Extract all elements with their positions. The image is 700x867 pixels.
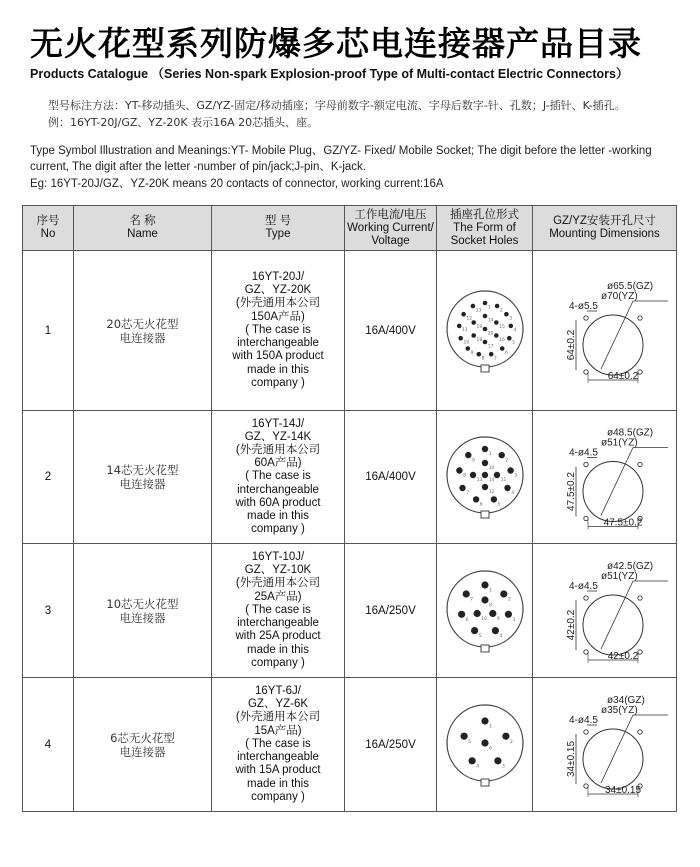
type-line: 16YT-20J/ <box>251 271 305 284</box>
pin-hole <box>471 320 476 325</box>
mounting-hole-icon <box>535 547 675 675</box>
socket-holes-diagram <box>437 411 533 544</box>
type-line: 25A产品) <box>254 590 302 603</box>
pin-label: 2 <box>509 739 513 745</box>
table-row <box>23 251 677 411</box>
type-line: interchangeable <box>237 617 319 630</box>
mount-hole <box>637 369 641 373</box>
page-title: 无火花型系列防爆多芯电连接器产品目录 <box>30 24 642 63</box>
pin-hole <box>481 446 487 452</box>
product-table <box>22 205 677 812</box>
mount-hole <box>637 462 641 466</box>
type-line: ( The case is <box>245 323 311 336</box>
type-notation-en: Type Symbol Illustration and Meanings:YT- Mobile Plug、GZ/YZ- Fixed/ Mobile Socket; The digit before the letter -working current, The digit after the letter -number of pin/jack;J-pin、K-jack. <box>30 145 652 173</box>
type-line: GZ、YZ-20K <box>244 284 312 297</box>
pin-label: 10 <box>480 616 487 622</box>
pin-hole <box>471 333 476 338</box>
pin-label: 5 <box>478 633 482 639</box>
pin-label: 7 <box>493 356 497 361</box>
mounting-diagram <box>533 411 677 544</box>
pin-hole <box>482 313 487 318</box>
pin-label: 12 <box>488 490 494 496</box>
table-row <box>23 678 677 812</box>
type-line: interchangeable <box>237 483 319 496</box>
pin-label: 2 <box>504 458 508 464</box>
type-line: GZ、YZ-14K <box>244 430 312 443</box>
mount-hole <box>637 595 641 599</box>
pin-hole <box>460 732 467 739</box>
working-current: 16A/250V <box>345 678 437 812</box>
type-line: company ) <box>251 523 305 536</box>
pin-hole <box>494 320 499 325</box>
product-name-line: 电连接器 <box>119 477 166 491</box>
pin-hole <box>489 609 496 616</box>
product-name-line: 电连接器 <box>119 610 166 625</box>
pin-label: 9 <box>470 350 473 356</box>
pin-label: 5 <box>467 739 471 745</box>
pin-hole <box>490 496 496 502</box>
type-line: (外壳通用本公司 <box>235 297 321 310</box>
socket-face-icon <box>440 427 530 527</box>
type-line: with 15A product <box>235 764 321 777</box>
horizontal-dimension-label: 42±0.2 <box>607 650 638 662</box>
pin-hole <box>481 581 488 588</box>
pin-label: 6 <box>465 617 469 623</box>
pin-label: 10 <box>463 340 469 345</box>
table-header-row <box>23 206 677 251</box>
pin-hole <box>498 452 504 458</box>
pin-label: 1 <box>488 724 492 730</box>
row-number: 2 <box>23 411 74 544</box>
hole-count-label: 4-ø4.5 <box>568 714 598 726</box>
pin-label: 8 <box>488 603 492 609</box>
type-line: ( The case is <box>245 603 311 616</box>
pin-hole <box>504 311 509 316</box>
pin-hole <box>473 609 480 616</box>
mount-hole <box>583 729 587 733</box>
pin-hole <box>481 472 487 478</box>
type-line: made in this <box>246 777 309 790</box>
product-name-line: 6芯无火花型 <box>110 730 175 745</box>
header-working-current: 工作电流/电压 Working Current/ Voltage <box>345 206 437 251</box>
pin-label: 7 <box>469 597 473 603</box>
pin-label: 11 <box>500 478 506 484</box>
pin-hole <box>470 303 475 308</box>
type-line: 16YT-14J/ <box>251 417 305 430</box>
pin-hole <box>500 590 507 597</box>
type-line: 60A产品) <box>254 457 302 470</box>
gz-diameter-label: ø42.5(GZ) <box>606 560 653 572</box>
pin-hole <box>491 627 498 634</box>
mount-hole <box>583 649 587 653</box>
pin-hole <box>465 452 471 458</box>
table-row <box>23 544 677 678</box>
pin-hole <box>458 335 463 340</box>
header-no: 序号 No <box>23 206 74 251</box>
socket-holes-diagram <box>437 251 533 411</box>
type-line: company ) <box>251 656 305 669</box>
pin-label: 3 <box>513 473 517 479</box>
product-name-line: 电连接器 <box>119 330 166 345</box>
pin-hole <box>504 485 510 491</box>
pin-hole <box>482 339 487 344</box>
yz-diameter-label: ø51(YZ) <box>600 570 638 582</box>
pin-label: 2 <box>507 597 511 603</box>
hole-count-label: 4-ø4.5 <box>568 580 598 592</box>
mounting-diagram <box>533 678 677 812</box>
type-line: 150A产品) <box>251 310 305 323</box>
type-example-cn: 例：16YT-20J/GZ、YZ-20K 表示16A 20芯插头、座。 <box>48 116 319 129</box>
pin-label: 13 <box>476 478 482 484</box>
mount-hole <box>583 516 587 520</box>
pin-label: 20 <box>487 330 494 336</box>
product-name <box>74 678 212 812</box>
horizontal-dimension-label: 64±0.2 <box>607 370 638 382</box>
mount-hole <box>637 729 641 733</box>
pin-label: 4 <box>475 763 479 769</box>
type-line: company ) <box>251 376 305 389</box>
pin-label: 14 <box>487 317 494 323</box>
pin-label: 9 <box>496 616 500 622</box>
pin-label: 14 <box>488 478 494 484</box>
type-example-en: Eg: 16YT-20J/GZ、YZ-20K means 20 contacts of connector, working current:16A <box>30 178 444 190</box>
mount-hole <box>583 462 587 466</box>
gz-diameter-label: ø48.5(GZ) <box>606 427 653 438</box>
hole-count-label: 4-ø5.5 <box>568 300 598 312</box>
pin-label: 4 <box>513 327 516 333</box>
socket-holes-diagram <box>437 544 533 678</box>
row-number: 1 <box>23 251 74 411</box>
pin-label: 9 <box>471 458 475 464</box>
type-line: 15A产品) <box>254 724 302 737</box>
type-line: made in this <box>246 643 309 656</box>
pin-label: 6 <box>504 350 508 356</box>
pin-hole <box>481 460 487 466</box>
mounting-diagram <box>533 251 677 411</box>
pin-label: 13 <box>475 307 481 313</box>
type-line: interchangeable <box>237 751 319 764</box>
product-name-line: 电连接器 <box>119 744 166 759</box>
product-name-line: 14芯无火花型 <box>106 463 179 477</box>
pin-hole <box>456 323 461 328</box>
pin-label: 2 <box>499 307 503 313</box>
mount-hole <box>637 649 641 653</box>
pin-label: 8 <box>462 473 466 479</box>
pin-label: 1 <box>488 452 492 458</box>
type-line: GZ、YZ-6K <box>247 698 309 711</box>
pin-label: 5 <box>511 340 515 345</box>
socket-face-icon <box>440 695 530 795</box>
pin-hole <box>493 472 499 478</box>
gz-diameter-label: ø65.5(GZ) <box>606 280 653 292</box>
pin-hole <box>482 326 487 331</box>
pin-label: 6 <box>479 502 483 508</box>
table-row <box>23 411 677 544</box>
product-type <box>212 678 345 812</box>
pin-hole <box>499 346 504 351</box>
pin-label: 16 <box>498 337 505 343</box>
pin-label: 18 <box>476 337 482 343</box>
pin-hole <box>494 333 499 338</box>
row-number: 4 <box>23 678 74 812</box>
header-name: 名 称 Name <box>74 206 212 251</box>
pin-label: 4 <box>499 633 502 639</box>
type-line: interchangeable <box>237 337 319 350</box>
product-type <box>212 251 345 411</box>
type-line: with 25A product <box>235 630 321 643</box>
type-line: GZ、YZ-10K <box>244 564 312 577</box>
product-name-line: 10芯无火花型 <box>106 596 179 611</box>
pin-hole <box>507 335 512 340</box>
hole-count-label: 4-ø4.5 <box>568 447 598 458</box>
pin-hole <box>471 627 478 634</box>
pin-hole <box>488 351 493 356</box>
pin-hole <box>482 300 487 305</box>
pin-hole <box>462 590 469 597</box>
pin-label: 3 <box>508 316 512 321</box>
mount-hole <box>583 369 587 373</box>
pin-hole <box>481 717 488 724</box>
yz-diameter-label: ø70(YZ) <box>600 290 638 302</box>
yz-diameter-label: ø51(YZ) <box>600 437 638 448</box>
pin-hole <box>494 757 501 764</box>
pin-hole <box>468 757 475 764</box>
working-current: 16A/400V <box>345 411 437 544</box>
product-type <box>212 411 345 544</box>
pin-hole <box>469 472 475 478</box>
pin-hole <box>476 351 481 356</box>
horizontal-dimension-label: 47.5±0.2 <box>603 517 642 528</box>
header-type: 型 号 Type <box>212 206 345 251</box>
pin-hole <box>481 739 488 746</box>
yz-diameter-label: ø35(YZ) <box>600 704 638 716</box>
pin-hole <box>481 596 488 603</box>
mount-hole <box>583 315 587 319</box>
type-line: ( The case is <box>245 470 311 483</box>
pin-label: 6 <box>488 746 492 752</box>
working-current: 16A/400V <box>345 251 437 411</box>
pin-label: 8 <box>481 356 484 361</box>
product-type <box>212 544 345 678</box>
mounting-diagram <box>533 544 677 678</box>
socket-holes-diagram <box>437 678 533 812</box>
pin-label: 4 <box>510 491 514 497</box>
type-line: with 60A product <box>235 496 321 509</box>
pin-label: 5 <box>497 502 500 508</box>
pin-hole <box>481 484 487 490</box>
pin-label: 11 <box>461 327 468 333</box>
type-line: company ) <box>251 790 305 803</box>
pin-hole <box>508 323 513 328</box>
pin-label: 1 <box>488 588 492 594</box>
type-line: (外壳通用本公司 <box>235 711 321 724</box>
mounting-hole-icon <box>535 254 675 408</box>
socket-face-icon <box>440 281 530 381</box>
mount-hole <box>637 315 641 319</box>
vertical-dimension-label: 34±0.15 <box>565 740 577 777</box>
type-line: (外壳通用本公司 <box>235 577 321 590</box>
type-line: ( The case is <box>245 737 311 750</box>
pin-hole <box>461 311 466 316</box>
vertical-dimension-label: 64±0.2 <box>565 329 577 360</box>
type-line: (外壳通用本公司 <box>235 443 321 456</box>
pin-hole <box>472 496 478 502</box>
type-line: made in this <box>246 510 309 522</box>
product-name-line: 20芯无火花型 <box>106 316 179 331</box>
type-line: with 150A product <box>232 350 324 363</box>
page-subtitle: Products Catalogue （Series Non-spark Explosion-proof Type of Multi-contact Electric Connectors） <box>30 67 629 81</box>
mounting-hole-icon <box>535 681 675 809</box>
pin-label: 17 <box>487 343 494 349</box>
pin-hole <box>456 467 462 473</box>
working-current: 16A/250V <box>345 544 437 678</box>
pin-label: 10 <box>488 466 494 472</box>
header-socket-form: 插座孔位形式 The Form of Socket Holes <box>437 206 533 251</box>
header-mounting: GZ/YZ安装开孔尺寸 Mounting Dimensions <box>533 206 677 251</box>
pin-hole <box>504 610 511 617</box>
pin-hole <box>507 467 513 473</box>
type-line: 16YT-10J/ <box>251 551 305 564</box>
pin-hole <box>465 346 470 351</box>
pin-label: 3 <box>512 617 515 623</box>
type-line: made in this <box>246 363 309 376</box>
product-name <box>74 251 212 411</box>
product-name <box>74 411 212 544</box>
pin-hole <box>459 485 465 491</box>
row-number: 3 <box>23 544 74 678</box>
mounting-hole-icon <box>535 414 675 541</box>
mount-hole <box>583 595 587 599</box>
pin-label: 19 <box>476 324 482 330</box>
pin-hole <box>502 732 509 739</box>
pin-hole <box>458 610 465 617</box>
vertical-dimension-label: 42±0.2 <box>565 609 577 640</box>
gz-diameter-label: ø34(GZ) <box>606 694 645 706</box>
vertical-dimension-label: 47.5±0.2 <box>565 471 577 511</box>
pin-label: 12 <box>465 316 472 321</box>
product-name <box>74 544 212 678</box>
pin-label: 15 <box>498 324 505 330</box>
pin-label: 3 <box>501 763 505 769</box>
type-line: 16YT-6J/ <box>254 685 302 698</box>
pin-label: 1 <box>487 304 491 310</box>
type-notation-cn: 型号标注方法：YT-移动插头、GZ/YZ-固定/移动插座；字母前数字-额定电流、字母后数字-针、孔数；J-插针、K-插孔。 <box>48 99 626 112</box>
horizontal-dimension-label: 34±0.15 <box>604 784 641 796</box>
socket-face-icon <box>440 561 530 661</box>
pin-hole <box>494 303 499 308</box>
pin-label: 7 <box>465 491 469 497</box>
mount-hole <box>583 783 587 787</box>
